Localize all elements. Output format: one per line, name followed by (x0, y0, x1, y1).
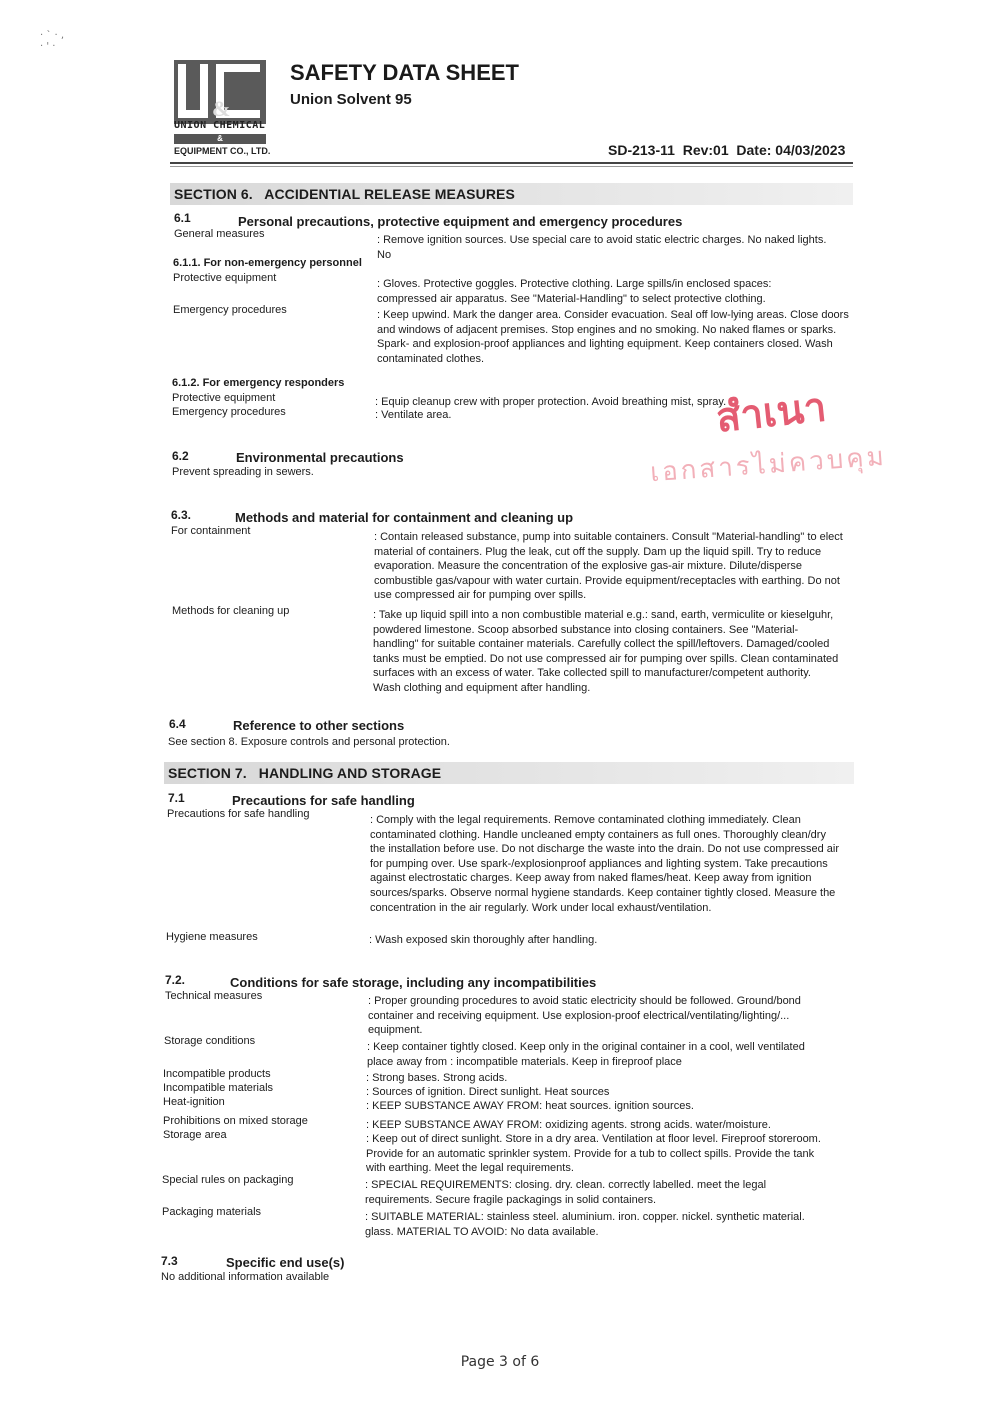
logo-amp: & (174, 134, 266, 144)
heat-ignition-value: : KEEP SUBSTANCE AWAY FROM: heat sources. ignition sources. (366, 1100, 694, 1112)
protective-equipment-label: Protective equipment (173, 272, 277, 284)
document-title: SAFETY DATA SHEET (290, 60, 519, 85)
protective-equipment-value: : Gloves. Protective goggles. Protective clothing. Large spills/in enclosed spaces: compressed air apparatus. See "Material-Handling" to select protective clothing. (377, 278, 772, 305)
header-rule-thin (170, 166, 853, 167)
emergency-procedures-value: : Keep upwind. Mark the danger area. Consider evacuation. Seal off low-lying areas. Close doors and windows of adjacent premises. Stop engines and no smoking. No naked flames or sparks. Spark- and explosion-proof appliances and lighting equipment. Keep containers closed. Wash contaminated clothes. (377, 309, 849, 365)
packaging-materials-label: Packaging materials (162, 1206, 262, 1218)
incompatible-materials-label: Incompatible materials (163, 1082, 274, 1094)
s63-title: Methods and material for containment and cleaning up (235, 510, 574, 525)
s71-title: Precautions for safe handling (232, 793, 415, 808)
scan-specks: · ` · , · ' · (40, 30, 65, 52)
storage-conditions-label: Storage conditions (164, 1035, 256, 1047)
s73-title: Specific end use(s) (226, 1255, 345, 1270)
s73-text: No additional information available (161, 1271, 330, 1283)
storage-area-label: Storage area (163, 1129, 227, 1141)
technical-measures-value: : Proper grounding procedures to avoid static electricity should be followed. Ground/bond container and receiving equipment. Use explosion-proof electrical/ventilating/lighting/... equipment. (368, 995, 801, 1037)
prohibitions-label: Prohibitions on mixed storage (163, 1115, 308, 1127)
special-packaging-label: Special rules on packaging (162, 1174, 294, 1186)
logo-text-2: EQUIPMENT CO., LTD. (174, 146, 271, 156)
containment-value: : Contain released substance, pump into suitable containers. Consult "Material-handling" to elect material of containers. Plug the leak, cut off the supply. Dam up the liquid spill. Try to reduce evaporation. Measure the concentration of the explosive gas-air mixture. Dilute/disperse combustible gas/vapour with water curtain. Provide equipment/receptacles with earthing. Do not use compressed air for pumping over spills. (374, 531, 843, 602)
section-6-title: SECTION 6. ACCIDENTIAL RELEASE MEASURES (174, 186, 515, 202)
uncontrolled-document-stamp: เอกสารไม่ควบคุม (649, 441, 888, 489)
section-6-bar (170, 183, 853, 205)
emergency-procedures-2-value: : Ventilate area. (375, 409, 452, 421)
storage-area-value: : Keep out of direct sunlight. Store in a dry area. Ventilation at floor level. Fireproof storeroom. Provide for an automatic sprinkler system. Provide for a tub to collect spills. Provide the tank with earthing. Meet the legal requirements. (366, 1133, 821, 1175)
s64-title: Reference to other sections (233, 718, 405, 733)
protective-equipment-2-label: Protective equipment (172, 392, 276, 404)
section-7-title: SECTION 7. HANDLING AND STORAGE (168, 765, 442, 781)
incompatible-products-label: Incompatible products (163, 1068, 271, 1080)
s73-number: 7.3 (161, 1254, 178, 1268)
company-logo (174, 60, 271, 158)
s72-title: Conditions for safe storage, including any incompatibilities (230, 975, 597, 990)
s612-title: 6.1.2. For emergency responders (172, 377, 345, 389)
hygiene-label: Hygiene measures (166, 931, 258, 943)
s72-number: 7.2. (165, 973, 186, 987)
safe-handling-value: : Comply with the legal requirements. Remove contaminated clothing immediately. Clean contaminated clothing. Handle uncleaned empty containers as full ones. Thoroughly clean/dry the installation before use. Do not discharge the waste into the drain. Do not use compressed air for pumping over. Use spark-/explosionproof appliances and lighting system. Take precautions against electrostatic charges. Keep away from naked flames/heat. Keep away from ignition sources/sparks. Observe normal hygiene standards. Keep container tightly closed. Measure the concentration in the air regularly. Work under local exhaust/ventilation. (370, 814, 839, 914)
product-name: Union Solvent 95 (290, 91, 412, 108)
protective-equipment-2-value: : Equip cleanup crew with proper protection. Avoid breathing mist, spray. (375, 396, 727, 408)
hygiene-value: : Wash exposed skin thoroughly after handling. (369, 934, 598, 946)
s63-number: 6.3. (171, 508, 192, 522)
prohibitions-value: : KEEP SUBSTANCE AWAY FROM: oxidizing agents. strong acids. water/moisture. (366, 1119, 771, 1131)
general-measures-label: General measures (174, 228, 265, 240)
header-rule (170, 162, 853, 164)
s62-text: Prevent spreading in sewers. (172, 466, 314, 478)
s611-title: 6.1.1. For non-emergency personnel (173, 257, 362, 269)
packaging-materials-value: : SUITABLE MATERIAL: stainless steel. aluminium. iron. copper. nickel. synthetic material. glass. MATERIAL TO AVOID: No data available. (365, 1211, 805, 1238)
s71-number: 7.1 (168, 791, 185, 805)
s64-text: See section 8. Exposure controls and personal protection. (168, 736, 450, 748)
safe-handling-label: Precautions for safe handling (167, 808, 310, 820)
emergency-procedures-label: Emergency procedures (173, 304, 287, 316)
s62-number: 6.2 (172, 449, 189, 463)
heat-ignition-label: Heat-ignition (163, 1096, 225, 1108)
section-7-bar (164, 762, 854, 784)
incompatible-products-value: : Strong bases. Strong acids. (366, 1072, 508, 1084)
copy-stamp: สำเนา (714, 384, 829, 442)
incompatible-materials-value: : Sources of ignition. Direct sunlight. Heat sources (366, 1086, 610, 1098)
cleaning-value: : Take up liquid spill into a non combustible material e.g.: sand, earth, vermiculite or kieselguhr, powdered limestone. Scoop absorbed substance into closing containers. See "Material-handling" for suitable container materials. Carefully collect the spill/leftovers. Damaged/cooled tanks must be emptied. Do not use compressed air for pumping over spills. Clean contaminated surfaces with an excess of water. Take collected spill to manufacturer/competent authority. Wash clothing and equipment after handling. (373, 609, 839, 694)
document-reference: SD-213-11 Rev:01 Date: 04/03/2023 (608, 142, 846, 158)
s64-number: 6.4 (169, 717, 186, 731)
special-packaging-value: : SPECIAL REQUIREMENTS: closing. dry. clean. correctly labelled. meet the legal requirements. Secure fragile packagings in solid containers. (365, 1179, 767, 1206)
page-number: Page 3 of 6 (460, 1354, 540, 1370)
cleaning-label: Methods for cleaning up (172, 605, 290, 617)
general-measures-value: : Remove ignition sources. Use special care to avoid static electric charges. No naked lights. No (377, 234, 827, 261)
logo-mark: & (174, 60, 266, 124)
technical-measures-label: Technical measures (165, 990, 263, 1002)
s61-number: 6.1 (174, 211, 191, 225)
s61-title: Personal precautions, protective equipment and emergency procedures (238, 214, 683, 229)
s62-title: Environmental precautions (236, 450, 404, 465)
storage-conditions-value: : Keep container tightly closed. Keep only in the original container in a cool, well ventilated place away from : incompatible materials. Keep in fireproof place (367, 1041, 805, 1068)
emergency-procedures-2-label: Emergency procedures (172, 406, 286, 418)
containment-label: For containment (171, 525, 251, 537)
logo-text-1: UNION CHEMICAL (174, 120, 266, 131)
